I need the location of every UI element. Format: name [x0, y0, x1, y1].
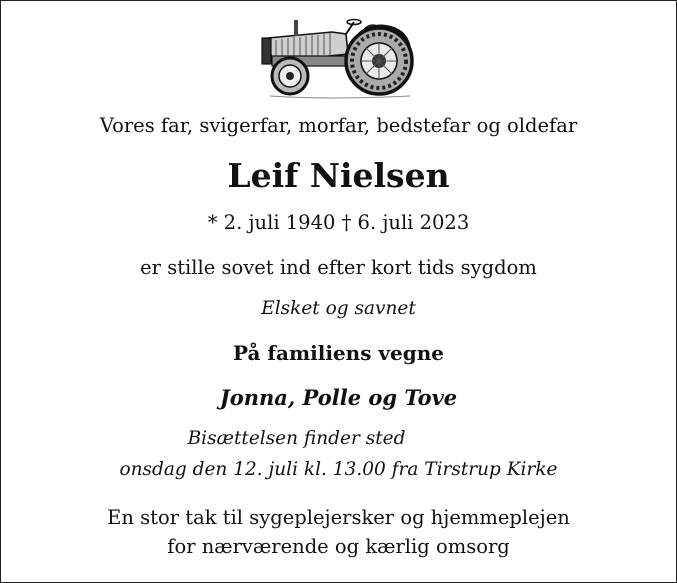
funeral-line-1: Bisættelsen finder sted — [187, 428, 406, 449]
thanks-line-1: En stor tak til sygeplejersker og hjemmeplejen — [107, 506, 570, 529]
birth-death-dates: * 2. juli 1940 † 6. juli 2023 — [207, 211, 470, 234]
tractor-icon — [250, 16, 416, 101]
deceased-name: Leif Nielsen — [227, 156, 450, 195]
intro-text: Vores far, svigerfar, morfar, bedstefar og oldefar — [99, 114, 578, 137]
thanks-line-2: for nærværende og kærlig omsorg — [167, 535, 510, 558]
on-behalf-heading: På familiens vegne — [232, 341, 445, 365]
funeral-line-2: onsdag den 12. juli kl. 13.00 fra Tirstrup Kirke — [119, 459, 558, 480]
passing-text: er stille sovet ind efter kort tids sygdom — [140, 256, 537, 279]
tagline: Elsket og savnet — [261, 298, 416, 319]
signatories: Jonna, Polle og Tove — [219, 385, 458, 410]
